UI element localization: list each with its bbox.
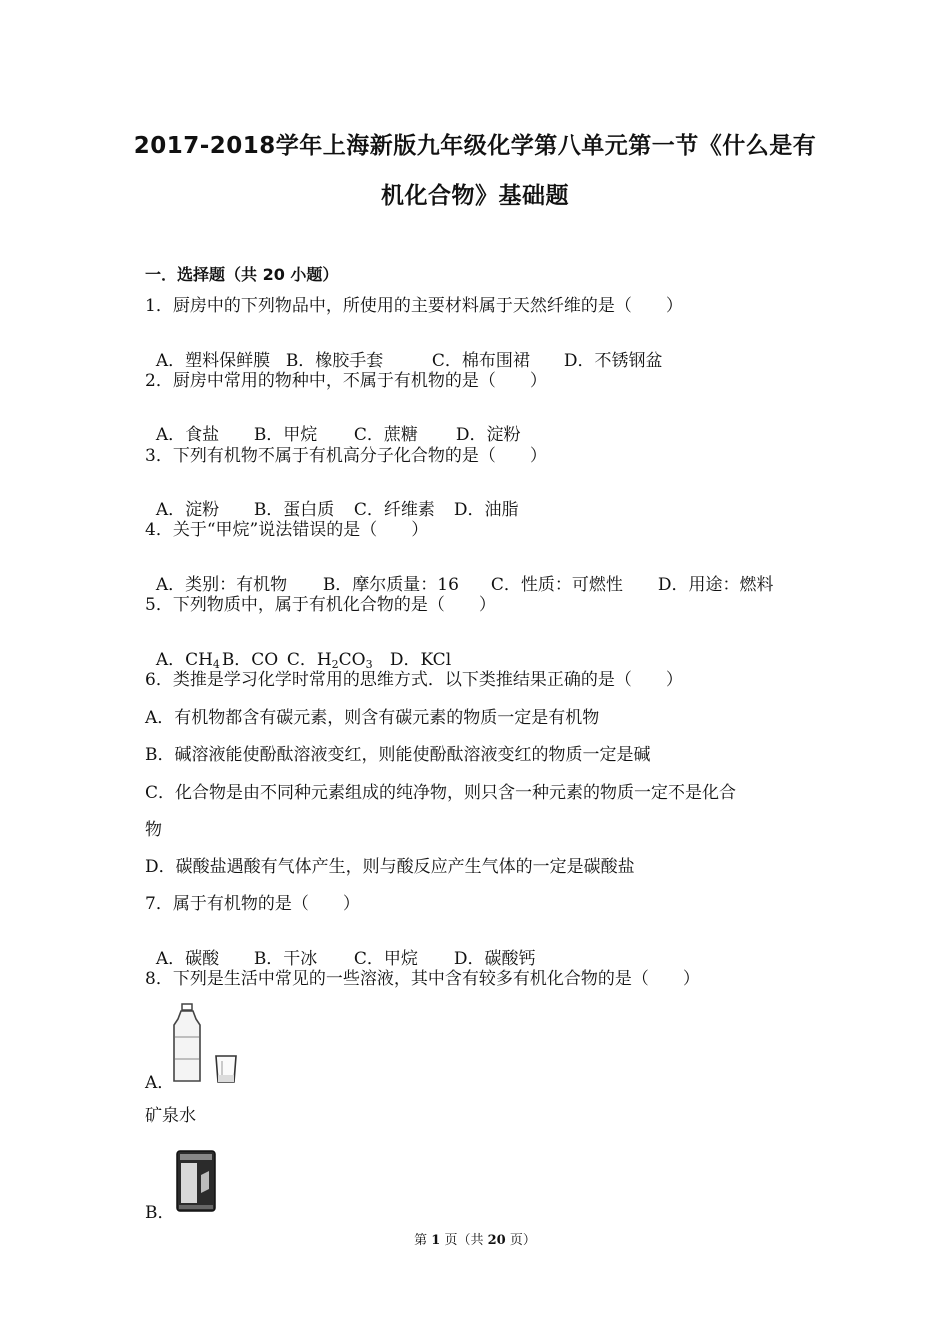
q1-option-a: A．塑料保鲜膜 bbox=[155, 351, 271, 371]
q3-option-d: D．油脂 bbox=[453, 500, 519, 520]
q1-options bbox=[145, 336, 662, 370]
q3-option-b: B．蛋白质 bbox=[253, 500, 335, 520]
q6-option-d: D．碳酸盐遇酸有气体产生，则与酸反应产生气体的一定是碳酸盐 bbox=[145, 857, 635, 877]
q5-option-b: B．CO bbox=[221, 650, 279, 670]
q7-stem: 7．属于有机物的是（ ） bbox=[145, 894, 360, 914]
q1-stem: 1．厨房中的下列物品中，所使用的主要材料属于天然纤维的是（ ） bbox=[145, 296, 683, 316]
q5-option-d: D．KCl bbox=[389, 650, 452, 670]
q1-option-d: D．不锈钢盆 bbox=[563, 351, 663, 371]
q6-option-c-line2: 物 bbox=[145, 820, 162, 840]
page-total: 20 bbox=[487, 1233, 506, 1248]
q4-stem: 4．关于“甲烷”说法错误的是（ ） bbox=[145, 520, 429, 540]
q2-option-d: D．淀粉 bbox=[455, 425, 521, 445]
soda-can-image bbox=[173, 1149, 221, 1215]
section-heading: 一．选择题（共 20 小题） bbox=[145, 265, 339, 284]
q7-option-a: A．碳酸 bbox=[155, 949, 220, 969]
q6-stem: 6．类推是学习化学时常用的思维方式．以下类推结果正确的是（ ） bbox=[145, 670, 683, 690]
q2-options bbox=[145, 410, 520, 444]
q4-option-c: C．性质：可燃性 bbox=[490, 575, 623, 595]
q4-options bbox=[145, 560, 773, 594]
q6-option-b: B．碱溶液能使酚酞溶液变红，则能使酚酞溶液变红的物质一定是碱 bbox=[145, 745, 651, 765]
q3-stem: 3．下列有机物不属于有机高分子化合物的是（ ） bbox=[145, 446, 547, 466]
q2-option-b: B．甲烷 bbox=[253, 425, 318, 445]
q1-option-c: C．棉布围裙 bbox=[431, 351, 530, 371]
q1-option-b: B．橡胶手套 bbox=[285, 351, 384, 371]
q7-option-d: D．碳酸钙 bbox=[453, 949, 536, 969]
q3-option-a: A．淀粉 bbox=[155, 500, 220, 520]
q7-options bbox=[145, 934, 535, 968]
page-number: 1 bbox=[431, 1233, 441, 1248]
q7-option-b: B．干冰 bbox=[253, 949, 318, 969]
q3-option-c: C．纤维素 bbox=[353, 500, 435, 520]
q7-option-c: C．甲烷 bbox=[353, 949, 418, 969]
q5-option-a: A．$CH_4$ bbox=[155, 650, 220, 671]
q8-option-b-label: B． bbox=[145, 1203, 175, 1223]
q8-option-a-caption: 矿泉水 bbox=[145, 1106, 196, 1126]
page-footer: 第 1 页（共 20 页） bbox=[414, 1233, 536, 1248]
q5-option-c: C．$H_2CO_3$ bbox=[286, 650, 373, 671]
doc-title-line2: 机化合物》基础题 bbox=[381, 183, 569, 209]
q2-option-c: C．蔗糖 bbox=[353, 425, 418, 445]
q2-option-a: A．食盐 bbox=[155, 425, 220, 445]
mineral-water-bottle-image bbox=[172, 1003, 248, 1087]
q6-option-c-line1: C．化合物是由不同种元素组成的纯净物，则只含一种元素的物质一定不是化合 bbox=[145, 783, 737, 803]
q3-options bbox=[145, 485, 518, 519]
q2-stem: 2．厨房中常用的物种中，不属于有机物的是（ ） bbox=[145, 371, 547, 391]
q5-stem: 5．下列物质中，属于有机化合物的是（ ） bbox=[145, 595, 496, 615]
q6-option-a: A．有机物都含有碳元素，则含有碳元素的物质一定是有机物 bbox=[145, 708, 600, 728]
q5-options bbox=[145, 635, 451, 669]
q4-option-b: B．摩尔质量：16 bbox=[322, 575, 459, 595]
q8-stem: 8．下列是生活中常见的一些溶液，其中含有较多有机化合物的是（ ） bbox=[145, 969, 700, 989]
q4-option-d: D．用途：燃料 bbox=[657, 575, 774, 595]
q4-option-a: A．类别：有机物 bbox=[155, 575, 288, 595]
q8-option-a-label: A． bbox=[145, 1073, 175, 1093]
doc-title-line1: 2017-2018学年上海新版九年级化学第八单元第一节《什么是有 bbox=[133, 133, 817, 159]
